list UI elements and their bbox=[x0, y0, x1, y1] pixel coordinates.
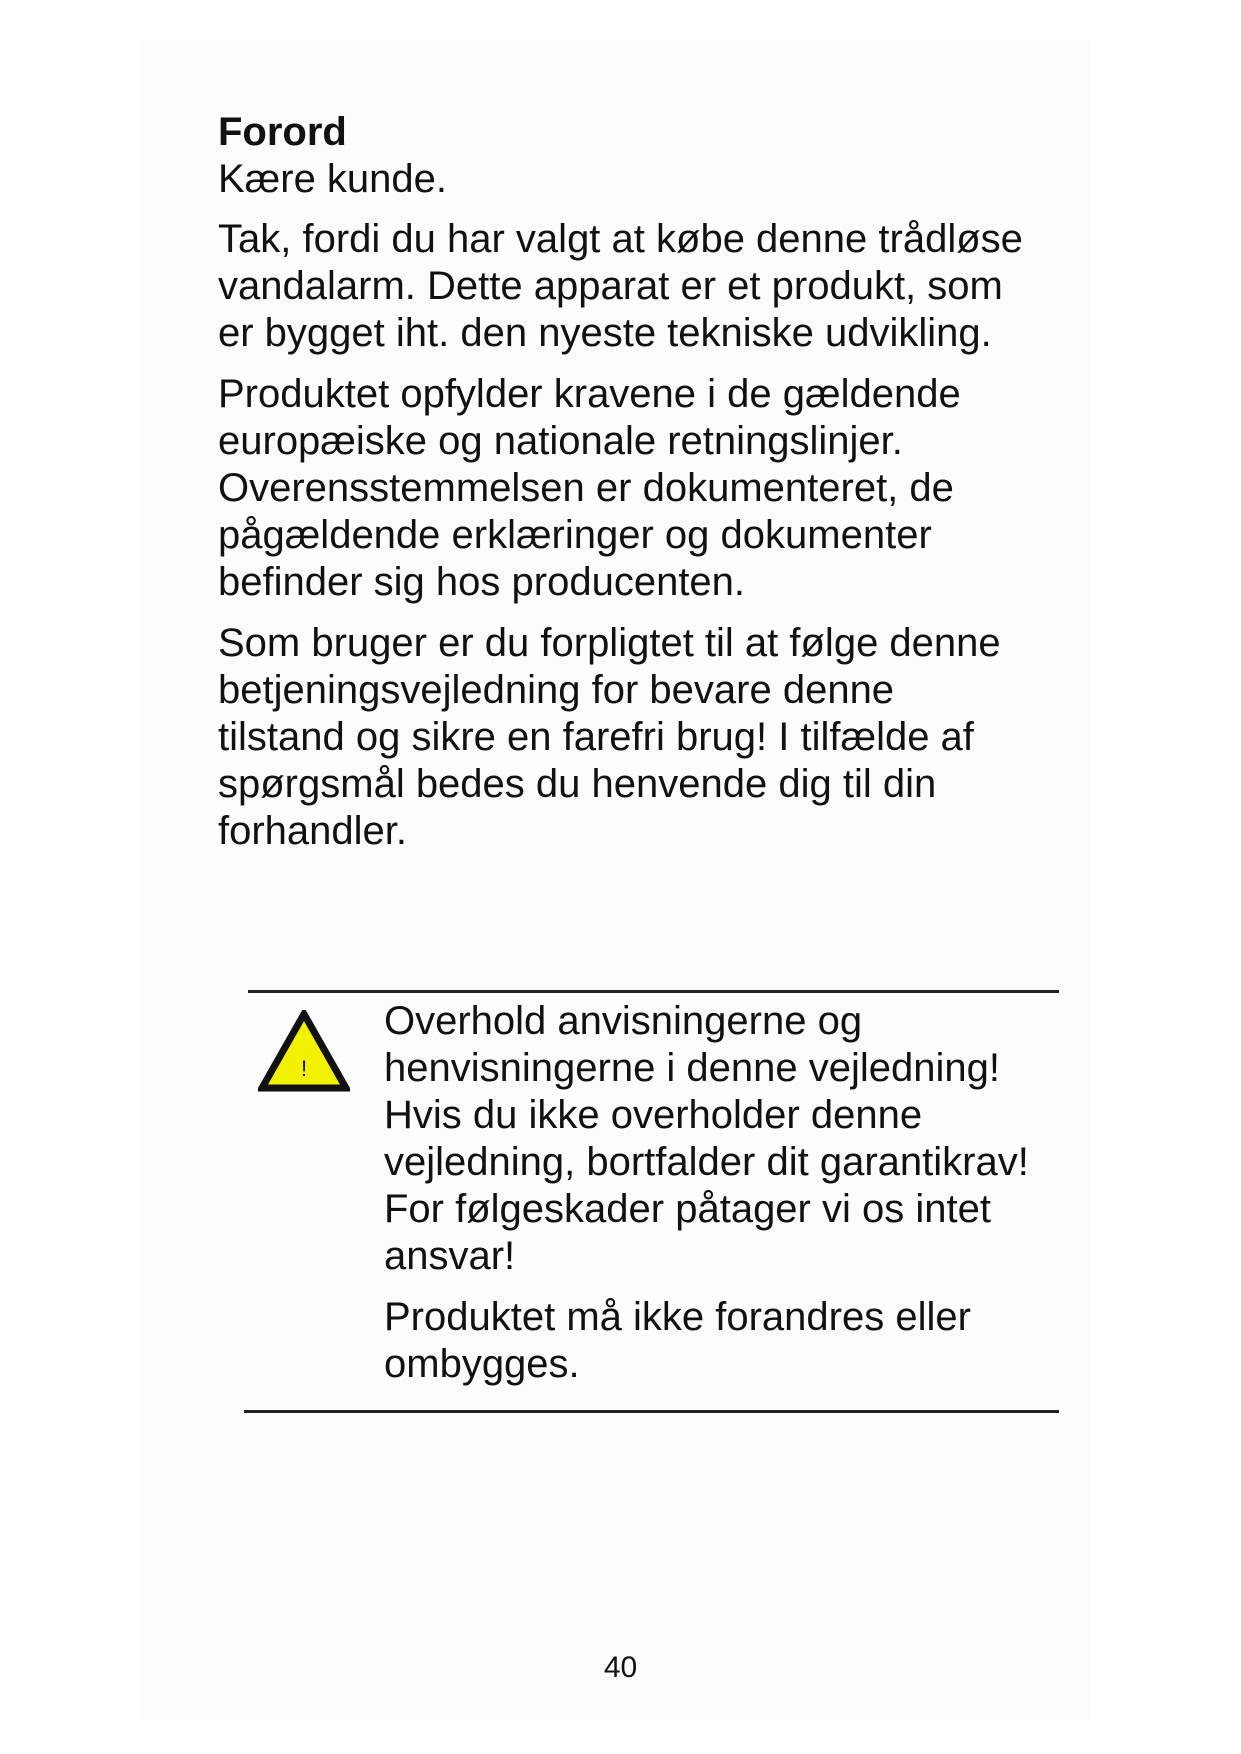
paragraph-intro: Tak, fordi du har valgt at købe denne trådløse vandalarm. Dette apparat er et produkt, som er bygget iht. den nyeste tekniske udvikling. bbox=[218, 217, 1023, 355]
warning-top-rule bbox=[248, 990, 1059, 993]
warning-bottom-rule bbox=[244, 1410, 1059, 1413]
paragraph-obligation: Som bruger er du forpligtet til at følge denne betjeningsvejledning for bevare denne tilstand og sikre en farefri brug! I tilfælde af spørgsmål bedes du henvende dig til din forhandler. bbox=[218, 621, 1001, 853]
warning-box bbox=[244, 990, 1059, 1414]
warning-paragraph: Overhold anvisningerne og henvisningerne i denne vejledning! Hvis du ikke overholder denne vejledning, bortfalder dit garantikrav! For følgeskader påtager vi os intet ansvar! bbox=[384, 999, 1029, 1278]
document-body bbox=[218, 108, 1038, 869]
warning-paragraph: Produktet må ikke forandres eller ombygges. bbox=[384, 1295, 971, 1386]
page-number: 40 bbox=[603, 1651, 638, 1684]
greeting: Kære kunde. bbox=[218, 157, 448, 201]
warning-triangle-icon bbox=[258, 1010, 350, 1092]
paragraph-compliance: Produktet opfylder kravene i de gældende europæiske og nationale retningslinjer. Overensstemmelsen er dokumenteret, de pågældende erklæringer og dokumenter befinder sig hos producenten. bbox=[218, 372, 961, 604]
warning-symbol: ! bbox=[300, 1056, 308, 1081]
warning-text bbox=[384, 998, 1064, 1402]
section-heading: Forord bbox=[218, 110, 347, 154]
